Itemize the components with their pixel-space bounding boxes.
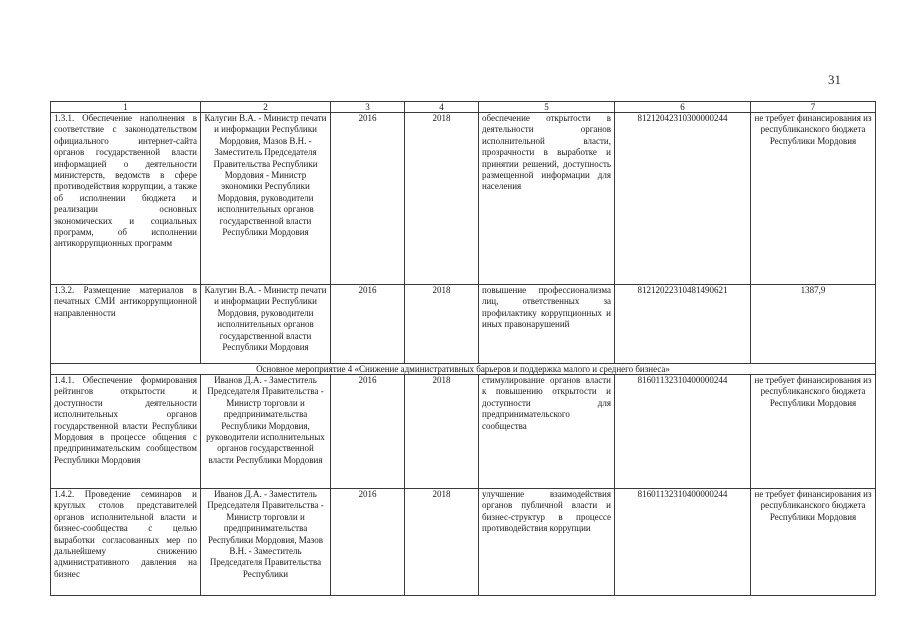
start-year-cell: 2016 — [331, 375, 405, 489]
column-number: 1 — [51, 102, 201, 113]
start-year-cell: 2016 — [331, 113, 405, 285]
section-header-row — [51, 364, 876, 375]
financing-cell: не требует финансирования из республиканского бюджета Республики Мордовия — [751, 489, 876, 596]
measure-cell: 1.3.1. Обеспечение наполнения в соответствие с законодательством официального интернет-сайта органов государственной власти информацией о деятельности министерств, ведомств в сфере противодействия коррупции, а также об исполнении бюджета и реализации основных экономических и социальных программ, об исполнении антикоррупционных программ — [51, 113, 201, 285]
financing-cell: не требует финансирования из республиканского бюджета Республики Мордовия — [751, 375, 876, 489]
column-number: 6 — [615, 102, 751, 113]
measure-cell: 1.4.2. Проведение семинаров и круглых столов представителей органов исполнительной власти и бизнес-сообщества с целью выработки согласованных мер по дальнейшему снижению административного давления на бизнес — [51, 489, 201, 596]
table-row — [51, 285, 876, 364]
measure-cell: 1.3.2. Размещение материалов в печатных СМИ антикоррупционной направленности — [51, 285, 201, 364]
budget-code-cell: 81212042310300000244 — [615, 113, 751, 285]
measure-cell: 1.4.1. Обеспечение формирования рейтингов открытости и доступности деятельности исполнительных органов государственной власти Республики Мордовия в процессе общения с предпринимательским сообществом Республики Мордовия — [51, 375, 201, 489]
table-row — [51, 113, 876, 285]
end-year-cell: 2018 — [405, 375, 479, 489]
expected-result-cell: обеспечение открытости в деятельности органов исполнительной власти, прозрачности в выработке и принятии решений, доступность размещенной информации для населения — [479, 113, 615, 285]
start-year-cell: 2016 — [331, 489, 405, 596]
expected-result-cell: улучшение взаимодействия органов публичной власти и бизнес-структур в процессе противодействия коррупции — [479, 489, 615, 596]
page-number: 31 — [828, 72, 841, 87]
expected-result-cell: повышение профессионализма лиц, ответственных за профилактику коррупционных и иных правонарушений — [479, 285, 615, 364]
column-number: 4 — [405, 102, 479, 113]
financing-cell: не требует финансирования из республиканского бюджета Республики Мордовия — [751, 113, 876, 285]
column-number-row — [51, 102, 876, 113]
financing-cell: 1387,9 — [751, 285, 876, 364]
budget-code-cell: 81601132310400000244 — [615, 375, 751, 489]
column-number: 2 — [201, 102, 331, 113]
responsible-cell: Калугин В.А. - Министр печати и информации Республики Мордовия, Мазов В.Н. - Заместитель Председателя Правительства Республики Мордовия - Министр экономики Республики Мордовия, руководители исполнительных органов государственной власти Республики Мордовия — [201, 113, 331, 285]
end-year-cell: 2018 — [405, 113, 479, 285]
column-number: 3 — [331, 102, 405, 113]
column-number: 7 — [751, 102, 876, 113]
table-row — [51, 489, 876, 596]
section-header: Основное мероприятие 4 «Снижение административных барьеров и поддержка малого и среднего бизнеса» — [51, 364, 876, 375]
budget-code-cell: 81601132310400000244 — [615, 489, 751, 596]
responsible-cell: Иванов Д.А. - Заместитель Председателя Правительства - Министр торговли и предпринимательства Республики Мордовия, Мазов В.Н. - Заместитель Председателя Правительства Республики — [201, 489, 331, 596]
end-year-cell: 2018 — [405, 285, 479, 364]
responsible-cell: Иванов Д.А. - Заместитель Председателя Правительства - Министр торговли и предпринимательства Республики Мордовия, руководители исполнительных органов государственной власти Республики Мордовия — [201, 375, 331, 489]
expected-result-cell: стимулирование органов власти к повышению открытости и доступности для предпринимательского сообщества — [479, 375, 615, 489]
action-plan-table — [50, 101, 876, 596]
start-year-cell: 2016 — [331, 285, 405, 364]
responsible-cell: Калугин В.А. - Министр печати и информации Республики Мордовия, руководители исполнительных органов государственной власти Республики Мордовия — [201, 285, 331, 364]
budget-code-cell: 81212022310481490621 — [615, 285, 751, 364]
column-number: 5 — [479, 102, 615, 113]
end-year-cell: 2018 — [405, 489, 479, 596]
table-row — [51, 375, 876, 489]
